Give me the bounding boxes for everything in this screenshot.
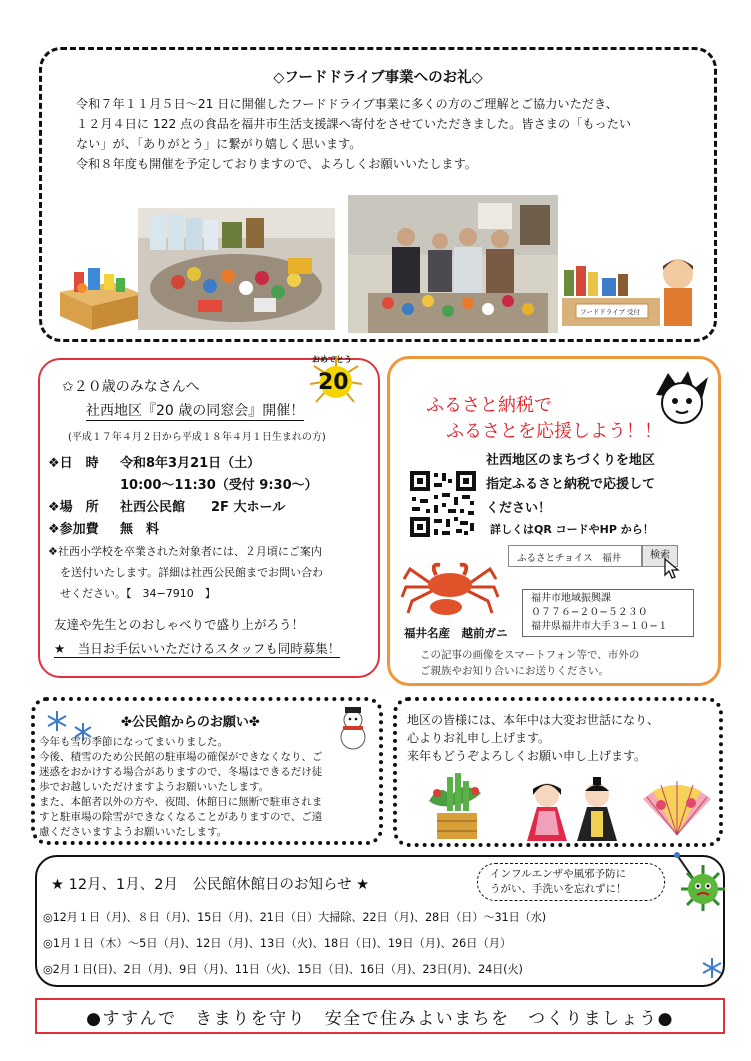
furusato-body-line: 指定ふるさと納税で応援して — [486, 477, 656, 492]
food-drive-title: ◇フードドライブ事業へのお礼◇ — [273, 70, 483, 86]
food-drive-section — [39, 47, 717, 342]
furusato-detail: 詳しくはQR コードやHP から！ — [490, 523, 654, 536]
furusato-body-line: ください！ — [486, 501, 552, 516]
closed-days-section — [35, 855, 725, 987]
closing-line: 友達や先生とのおしゃべりで盛り上がろう！ — [54, 617, 305, 632]
birth-range: (平成１７年４月２日から平成１８年４月１日生まれの方) — [68, 432, 326, 443]
qr-code-icon[interactable] — [408, 469, 478, 539]
badge-number: 20 — [318, 370, 349, 395]
search-input[interactable] — [508, 545, 642, 567]
new-year-greeting-section — [393, 697, 723, 847]
fan-icon — [637, 775, 717, 841]
coming-of-age-section — [38, 355, 380, 678]
center-request-line: 歩でお越しいただけますようお願いいたします。 — [39, 781, 270, 793]
center-request-line: 慮くださいますようお願いいたします。 — [39, 826, 228, 838]
group-photo — [348, 195, 558, 333]
coming-of-age-subtitle: 社西地区『20 歳の同窓会』開催！ — [86, 400, 304, 421]
note-line: せください。【 34−7910 】 — [60, 587, 216, 600]
fee-value: 無 料 — [120, 522, 160, 537]
center-request-line: 今年も雪の季節になってまいりました。 — [39, 736, 228, 748]
note-line: ❖社西小学校を卒業された対象者には、２月頃にご案内 — [48, 545, 322, 558]
search-button[interactable]: 検索 — [642, 545, 678, 567]
snowflake-icon — [701, 957, 723, 979]
reception-illustration — [558, 248, 708, 334]
closed-days-title: ★ 12月、1月、2月 公民館休館日のお知らせ ★ — [51, 877, 370, 893]
badge-congrats-text: おめでとう — [312, 355, 352, 364]
flu-reminder-line: うがい、手洗いを忘れずに！ — [490, 883, 627, 895]
date-label: ❖日 時 — [48, 456, 99, 471]
food-drive-line: １２月４日に 122 点の食品を福井市生活支援課へ寄付をさせていただきました。皆さまの「もったい — [76, 117, 632, 131]
closed-days-row: ◎12月１日（月)、８日（月)、15日（月)、21日（日）大掃除、22日（月)、28日（日）～31日（水) — [43, 911, 546, 924]
virus-icon — [669, 851, 727, 921]
food-drive-line: ない」が、「ありがとう」に繋がり嬉しく思います。 — [76, 137, 362, 151]
fee-label: ❖参加費 — [48, 522, 99, 537]
center-request-line: また、本館者以外の方や、夜間、休館日に無断で駐車されま — [39, 796, 323, 808]
mascot-icon — [648, 365, 714, 429]
place-value: 社西公民館 2F 大ホール — [120, 500, 286, 515]
date-value: 令和8年3月21日（土） — [120, 456, 261, 471]
contact-line: 福井市地域振興課 — [531, 593, 611, 604]
crab-label: 福井名産 越前ガニ — [404, 626, 508, 640]
coming-of-age-title: ✩２０歳のみなさんへ — [62, 379, 200, 395]
furusato-body-line: 社西地区のまちづくりを地区 — [486, 453, 655, 468]
center-request-section — [31, 697, 383, 845]
center-request-line: 迷惑をおかけする場合がありますので、冬場はできるだけ徒 — [39, 766, 323, 778]
closed-days-row: ◎2月１日(日)、2日（月)、9日（月)、11日（火)、15日（日)、16日（月)、23日(月)、24日(火) — [43, 963, 523, 976]
hina-dolls-icon — [517, 775, 627, 845]
flu-reminder-bubble — [477, 863, 665, 901]
search-input-text: ふるさとチョイス 福井 — [517, 553, 622, 564]
note-line: を送付いたします。詳細は社西公民館までお問い合わ — [60, 566, 324, 579]
contact-box — [522, 589, 694, 637]
center-request-title: ✤公民館からのお願い✤ — [121, 715, 260, 730]
staff-wanted-line: ★ 当日お手伝いいただけるスタッフも同時募集！ — [54, 641, 341, 656]
furusato-tax-section — [387, 356, 721, 686]
food-drive-line: 令和８年度も開催を予定しておりますので、よろしくお願いいたします。 — [76, 157, 477, 171]
snowman-icon — [331, 705, 375, 751]
donated-food-photo — [138, 208, 335, 330]
greeting-line: 心よりお礼申し上げます。 — [407, 731, 551, 745]
furusato-footer-line: ご親族やお知り合いにお送りください。 — [420, 665, 609, 677]
crab-icon — [400, 555, 500, 625]
furusato-heading-2: ふるさとを応援しよう！！ — [446, 421, 662, 442]
slogan-banner: ●すすんで きまりを守り 安全で住みよいまちを つくりましょう● — [35, 998, 725, 1034]
cursor-icon — [662, 557, 684, 581]
furusato-heading-1: ふるさと納税で — [426, 395, 552, 416]
greeting-line: 地区の皆様には、本年中は大変お世話になり、 — [407, 713, 660, 727]
kadomatsu-icon — [421, 771, 491, 843]
center-request-line: 今後、積雪のため公民館の駐車場の確保ができなくなり、ご — [39, 751, 323, 763]
greeting-line: 来年もどうぞよろしくお願い申し上げます。 — [407, 749, 647, 763]
donation-box-illustration — [52, 264, 147, 334]
flu-reminder-line: インフルエンザや風邪予防に — [490, 868, 627, 880]
center-request-line: すと駐車場の除雪ができなくなることがありますので、ご遠 — [39, 811, 323, 823]
reception-sign: フードドライブ 受付 — [580, 308, 640, 316]
closed-days-row: ◎1月１日（木）～5日（月)、12日（月)、13日（火)、18日（日)、19日（月)、26日（月） — [43, 937, 512, 950]
contact-phone: ０７７６−２０−５２３０ — [531, 607, 648, 618]
place-label: ❖場 所 — [48, 500, 99, 515]
furusato-footer-line: この記事の画像をスマートフォン等で、市外の — [420, 649, 640, 661]
food-drive-line: 令和７年１１月５日～21 日に開催したフードドライブ事業に多くの方のご理解とご協力いただき、 — [76, 97, 618, 111]
time-value: 10:00～11:30（受付 9:30～） — [120, 478, 318, 493]
contact-address: 福井県福井市大手３−１０−１ — [531, 621, 668, 632]
